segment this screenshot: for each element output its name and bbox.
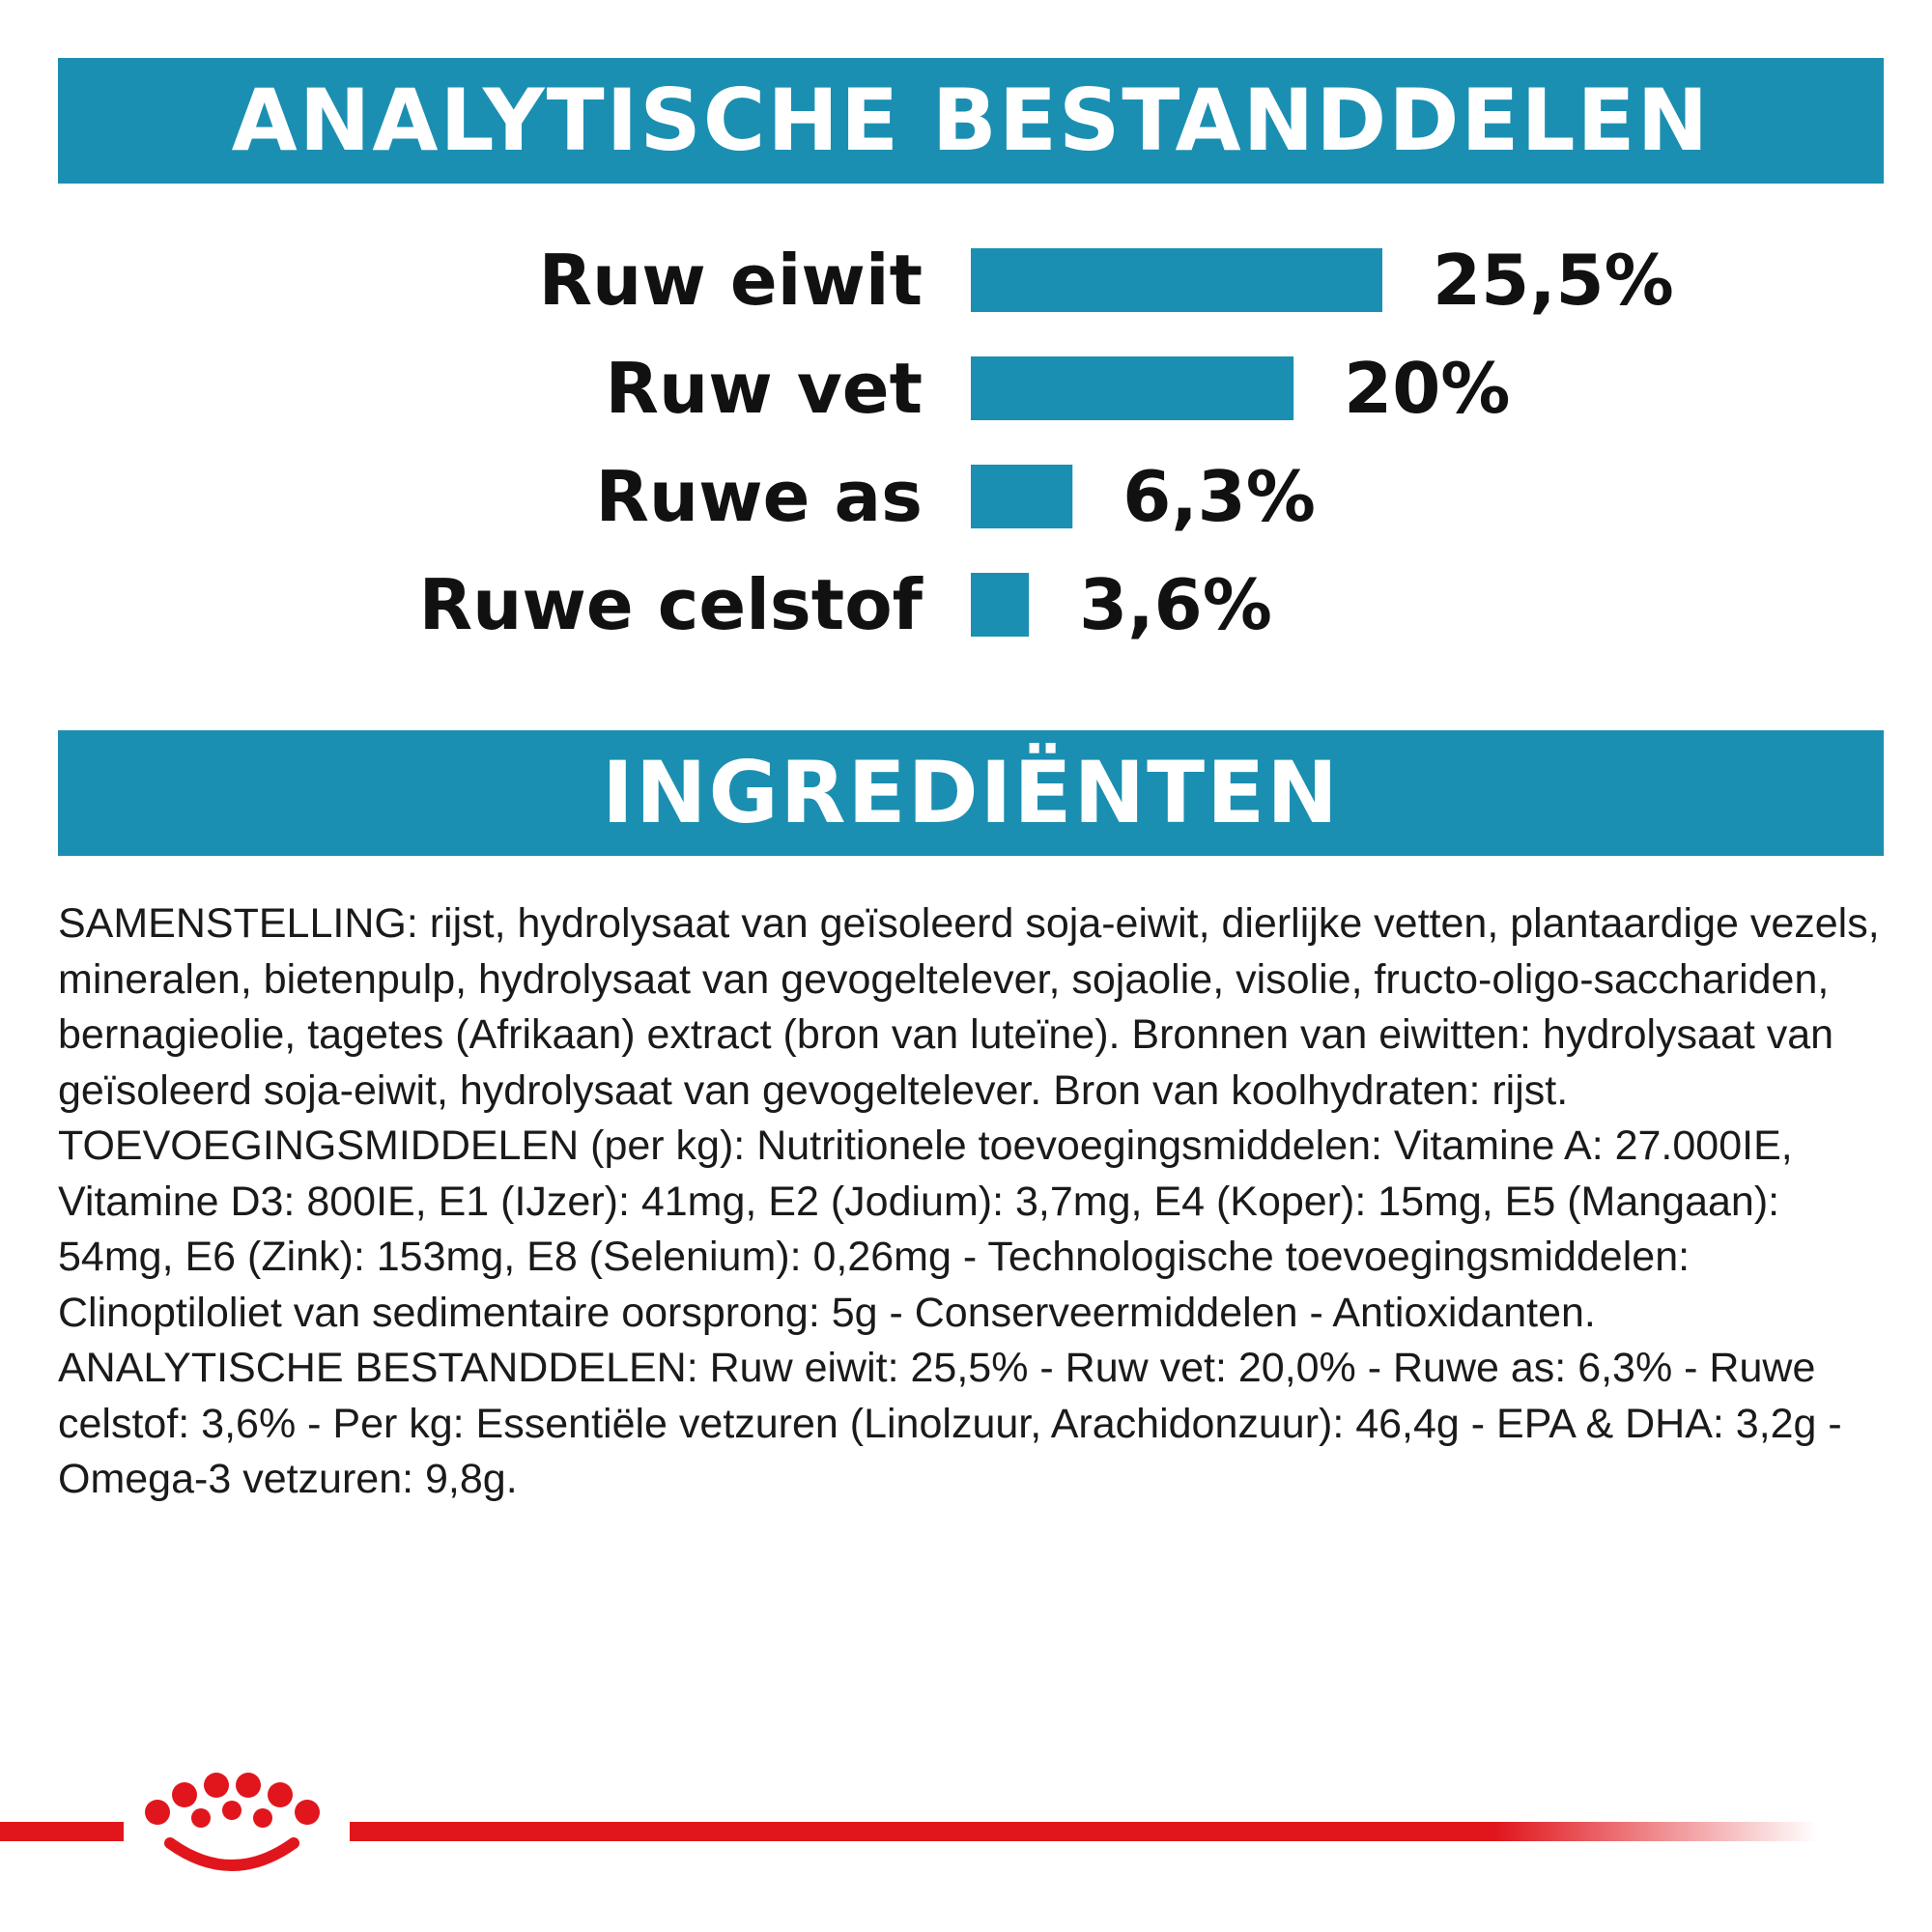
crown-icon — [145, 1773, 320, 1865]
ingredients-header-banner — [58, 730, 1884, 856]
ingredients-additives-paragraph: TOEVOEGINGSMIDDELEN (per kg): Nutritionele toevoegingsmiddelen: Vitamine A: 27.000IE, Vitamine D3: 800IE, E1 (IJzer): 41mg, E2 (Jodium): 3,7mg, E4 (Koper): 15mg, E5 (Mangaan): 54mg, E6 (Zink): 153mg, E8 (Selenium): 0,26mg - Technologische toevoegingsmiddelen: Clinoptiloliet van sedimentaire oorsprong: 5g - Conserveermiddelen - Antioxidanten. — [58, 1122, 1793, 1336]
ingredients-title: INGREDIËNTEN — [602, 743, 1340, 842]
bar-value-label: 20% — [1344, 348, 1511, 429]
bar — [971, 573, 1029, 637]
bar-label: Ruwe as — [595, 456, 923, 537]
bar-value-label: 25,5% — [1433, 240, 1674, 321]
ingredients-text — [58, 896, 1884, 1508]
bar-value-label: 6,3% — [1122, 456, 1316, 537]
analytics-bar-chart — [0, 222, 1932, 667]
bar — [971, 356, 1293, 420]
bar — [971, 248, 1382, 312]
bar-value-label: 3,6% — [1079, 564, 1272, 645]
bar-label: Ruw eiwit — [538, 240, 923, 321]
bar-label: Ruw vet — [605, 348, 923, 429]
ingredients-analytics-paragraph: ANALYTISCHE BESTANDDELEN: Ruw eiwit: 25,5% - Ruw vet: 20,0% - Ruwe as: 6,3% - Ruwe celstof: 3,6% - Per kg: Essentiële vetzuren (Linolzuur, Arachidonzuur): 46,4g - EPA & DHA: 3,2g - Omega-3 vetzuren: 9,8g. — [58, 1345, 1842, 1502]
bar — [971, 465, 1072, 528]
footer-red-line-left — [0, 1822, 124, 1841]
footer-brand-bar — [0, 1768, 1932, 1884]
analytics-header-banner — [58, 58, 1884, 184]
ingredients-composition-paragraph: SAMENSTELLING: rijst, hydrolysaat van geïsoleerd soja-eiwit, dierlijke vetten, plantaardige vezels, mineralen, bietenpulp, hydrolysaat van gevogeltelever, sojaolie, visolie, fructo-oligo-sacchariden, bernagieolie, tagetes (Afrikaan) extract (bron van luteïne). Bronnen van eiwitten: hydrolysaat van geïsoleerd soja-eiwit, hydrolysaat van gevogeltelever. Bron van koolhydraten: rijst. — [58, 900, 1880, 1114]
bar-label: Ruwe celstof — [418, 564, 923, 645]
analytics-title: ANALYTISCHE BESTANDDELEN — [231, 71, 1711, 170]
footer-red-line-right — [350, 1822, 1818, 1841]
